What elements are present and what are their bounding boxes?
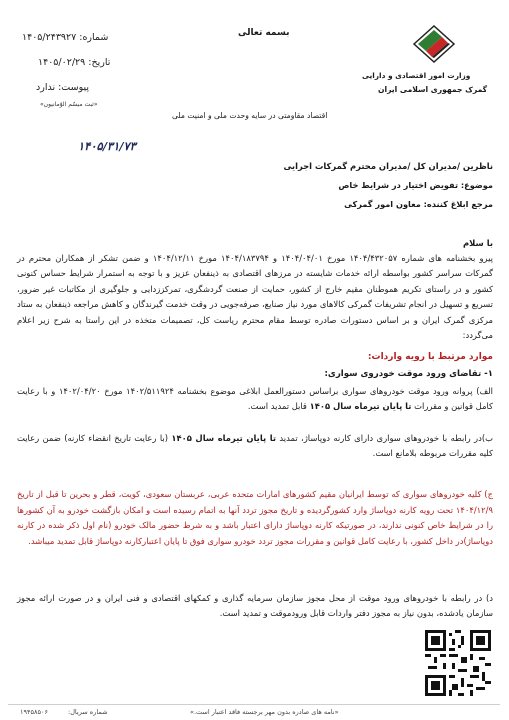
basmala: بسمه تعالی (238, 28, 290, 38)
greeting: با سلام (463, 238, 493, 248)
item-dal: د) در رابطه با خودروهای ورود موقت از محل مجوز سازمان سرمایه گذاری و کمکهای اقتصادی و فنی ایران و در صورت ارائه مجوز سازمان یادشده، بدون نیاز به مجوز دفتر واردات قابل ورودموقت و تمدید است. (17, 593, 493, 619)
item-alef-deadline: تا پایان تیرماه سال ۱۴۰۵ (309, 401, 412, 412)
item-alef-end: قابل تمدید است. (247, 401, 307, 412)
item-jim: ج) کلیه خودروهای سواری که توسط ایرانیان مقیم کشورهای امارات متحده عربی، عربستان سعودی، کویت، قطر و بحرین تا قبل از تاریخ ۱۴۰۴/۱۲/۹ تحت رویه کارنه دوپاساژ وارد کشورگردیده و تاریخ مجوز تردد آنها به اتمام رسیده است و امکان بازگشت خودرو به آن کشورها را در شرایط خاص کنونی ندارند، در صورتیکه کارنه دوپاساژ دارای اعتبار باشد و به شرط حضور مالک خودرو (نام اول ذکر شده در کارنه دوپاساژ)در داخل کشور، با رعایت کامل قوانین و مقررات مجوز تردد خودرو سواری فوق تا پایان اعتبارکارنه دوپاساژ قابل تمدید میباشد. (17, 489, 493, 546)
footer-serial-number: ۱۹۴۵۸۵۰۶ (20, 708, 48, 716)
item-be-deadline: تا پایان تیرماه سال ۱۴۰۵ (171, 433, 277, 443)
letter-attachment: پیوست: ندارد (36, 82, 90, 93)
customs-logo (412, 24, 456, 64)
section-title: موارد مرتبط با رویه واردات: (367, 352, 493, 362)
item-be (17, 431, 493, 462)
item-be-text: ب)در رابطه با خودروهای سواری دارای کارنه دوپاساژ، تمدید (279, 433, 493, 443)
handwritten-number: ۱۴۰۵/۳۱/۷۳ (78, 139, 136, 153)
letter-date: تاریخ: ۱۴۰۵/۰۲/۲۹ (38, 57, 111, 68)
subsection-title: ۱- تقاضای ورود موقت خودروی سواری: (324, 369, 493, 379)
intro-paragraph: پیرو بخشنامه های شماره ۱۴۰۴/۴۳۲۰۵۷ مورخ ۱۴۰۴/۰۴/۰۱ و ۱۴۰۴/۱۸۳۷۹۴ مورخ ۱۴۰۴/۱۲/۱۱ و ضمن تشکر از همکاران محترم در گمرکات سراسر کشور بواسطه ارائه خدمات شایسته در مرزهای اقتصادی به ذینفعان عزیز و با توجه به استمرار شرایط حساس کنونی کشور و در راستای تکریم هموطنان مقیم خارج از کشور، حمایت از صنعت گردشگری، تمرکززدایی و جلوگیری از مکاتبات غیر ضرور، تسریع و تسهیل در انجام تشریفات گمرکی کالاهای مورد نیاز صنایع، صرفه‌جویی در وقت خدمت گیرندگان و کاهش مراجعه ذینفعان به ستاد مرکزی گمرک ایران و بر اساس دستورات صادره توسط مقام محترم ریاست کل، تصمیمات متخذه در این راستا به شرح زیر اعلام می‌گردد: (17, 253, 494, 341)
reference: مرجع ابلاغ کننده: معاون امور گمرکی (344, 199, 493, 209)
item-be-end: (با رعایت تاریخ انقضاء کارنه) ضمن رعایت کلیه مقررات مربوطه بلامانع است. (17, 433, 493, 459)
footer-divider (8, 704, 500, 705)
org-customs: گمرک جمهوری اسلامی ایران (378, 85, 488, 94)
slogan: اقتصاد مقاومتی در سایه وحدت ملی و امنیت ملی (172, 111, 328, 120)
footer-note: «نامه های صادره بدون مهر برجسته فاقد اعتبار است.» (190, 708, 339, 716)
item-alef (17, 384, 493, 415)
item-alef-text: الف) پروانه ورود موقت خودروهای سواری براساس دستورالعمل ابلاغی موضوع بخشنامه ۱۴۰۲/۵۱۱۹۲۴ مورخ ۱۴۰۲/۰۴/۲۰ و با رعایت کامل قوانین و مقررات (17, 386, 494, 412)
footer-serial-label: شماره سریال: (68, 708, 108, 716)
org-ministry: وزارت امور اقتصادی و دارایی (362, 71, 471, 80)
qr-code (425, 630, 491, 696)
letter-number: شماره: ۱۴۰۵/۲۴۳۹۲۷ (22, 32, 109, 43)
recipients: ناظرین /مدیران کل /مدیران محترم گمرکات اجرایی (283, 161, 493, 171)
motto-quote: «ثبت ميسّم الوّمانيون» (40, 101, 98, 108)
subject: موضوع: تفویض اختیار در شرایط خاص (338, 180, 493, 190)
